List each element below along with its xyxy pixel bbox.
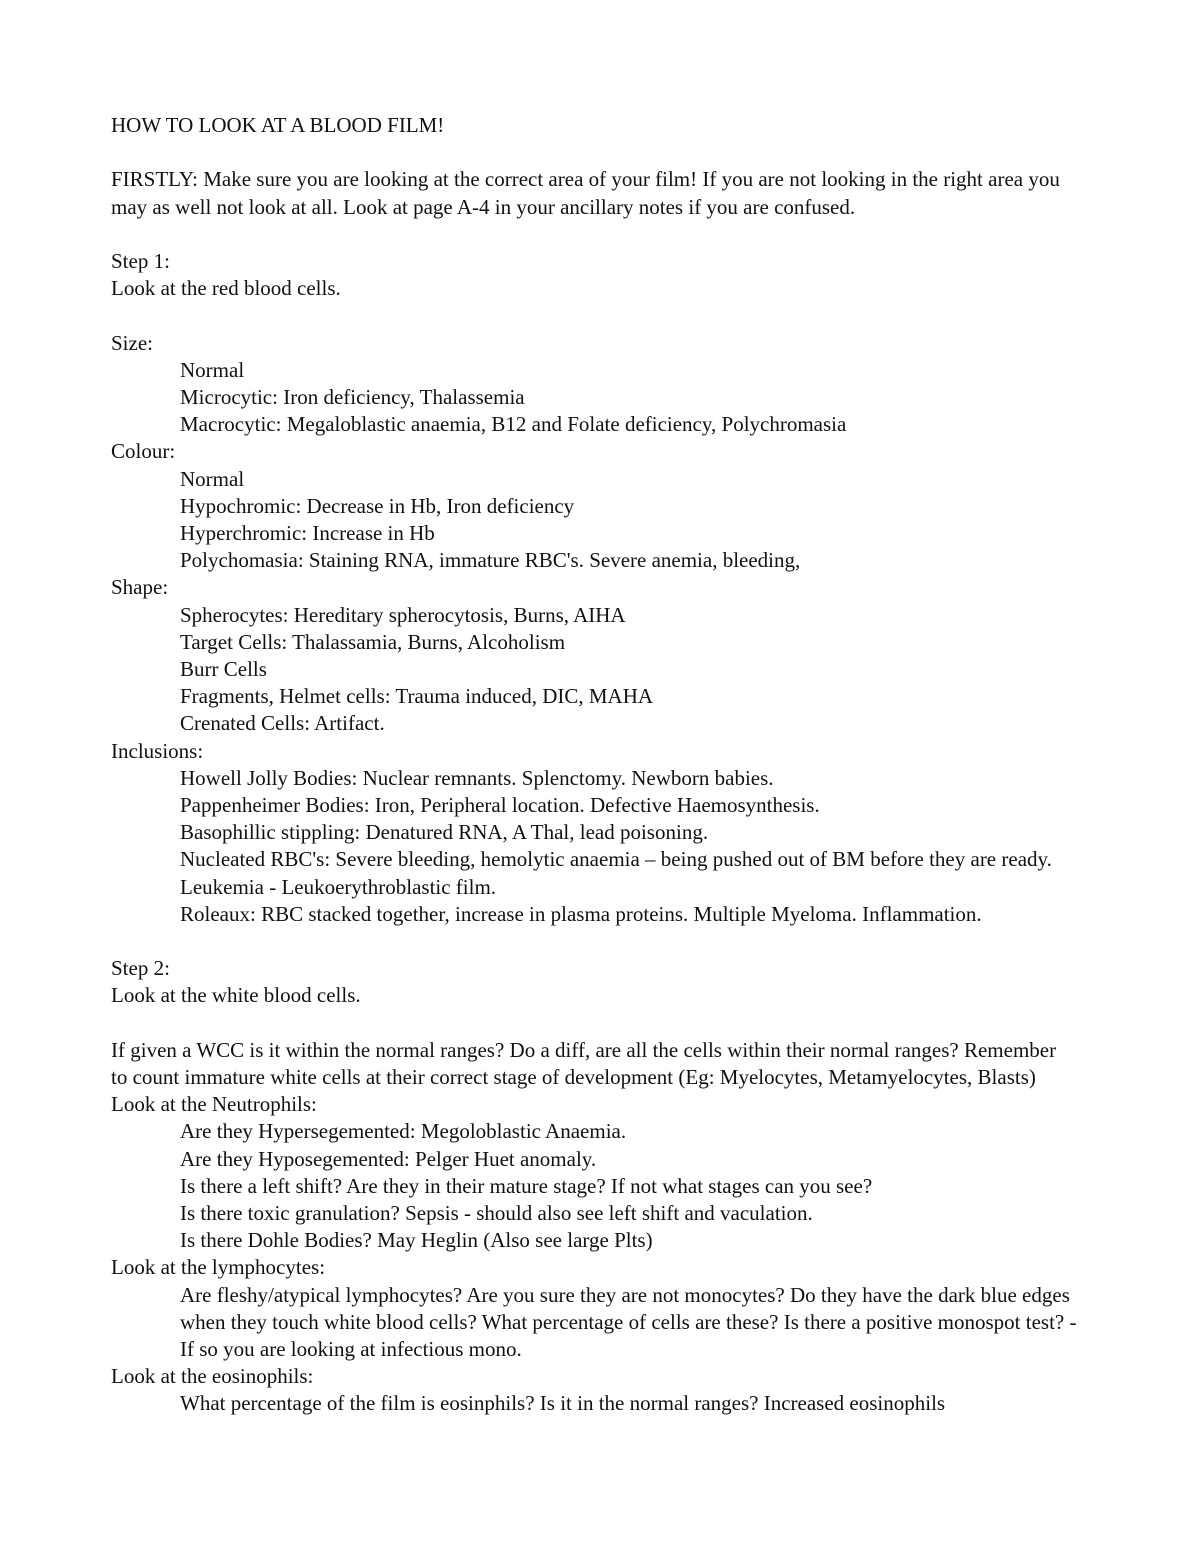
list-item: Spherocytes: Hereditary spherocytosis, Burns, AIHA: [180, 602, 626, 627]
list-item: Polychomasia: Staining RNA, immature RBC's. Severe anemia, bleeding,: [180, 548, 801, 573]
list-item: Burr Cells: [180, 657, 267, 682]
neutrophils-section: [111, 1091, 1111, 1254]
spacer: [111, 221, 1111, 248]
list-item: Crenated Cells: Artifact.: [180, 711, 385, 736]
list-item: Normal: [180, 357, 245, 382]
list-item: Pappenheimer Bodies: Iron, Peripheral location. Defective Haemosynthesis.: [180, 793, 820, 818]
list-item: Roleaux: RBC stacked together, increase in plasma proteins. Multiple Myeloma. Inflammation.: [180, 901, 982, 926]
list-item: Are fleshy/atypical lymphocytes? Are you sure they are not monocytes? Do they have the dark blue edges when they touch white blood cells? What percentage of cells are these? Is there a positive monospot test? - If so you are looking at infectious mono.: [180, 1282, 1077, 1362]
colour-label: Colour:: [111, 439, 176, 464]
list-item: What percentage of the film is eosinphils? Is it in the normal ranges? Increased eosinophils: [180, 1391, 946, 1416]
wcc-paragraph: If given a WCC is it within the normal ranges? Do a diff, are all the cells within their normal ranges? Remember to count immature white cells at their correct stage of development (Eg: Myelocytes, Metamyelocytes, Blasts): [111, 1037, 1057, 1090]
list-item: Fragments, Helmet cells: Trauma induced, DIC, MAHA: [180, 684, 654, 709]
list-item: Basophillic stippling: Denatured RNA, A Thal, lead poisoning.: [180, 820, 709, 845]
list-item: Howell Jolly Bodies: Nuclear remnants. Splenctomy. Newborn babies.: [180, 765, 774, 790]
lymphocytes-section: [111, 1254, 1111, 1363]
list-item: Is there a left shift? Are they in their mature stage? If not what stages can you see?: [180, 1173, 873, 1198]
inclusions-section: [111, 738, 1111, 928]
list-item: Is there Dohle Bodies? May Heglin (Also see large Plts): [180, 1228, 653, 1253]
intro-paragraph: FIRSTLY: Make sure you are looking at the correct area of your film! If you are not looking in the right area you may as well not look at all. Look at page A-4 in your ancillary notes if you are confused.: [111, 167, 1060, 219]
list-item: Is there toxic granulation? Sepsis - should also see left shift and vaculation.: [180, 1201, 813, 1226]
list-item: Nucleated RBC's: Severe bleeding, hemolytic anaemia – being pushed out of BM before they are ready. Leukemia - Leukoerythroblastic film.: [180, 847, 1052, 899]
step1-heading: Step 1:: [111, 248, 170, 273]
list-item: Are they Hyposegemented: Pelger Huet anomaly.: [180, 1146, 597, 1171]
step2-heading: Step 2:: [111, 956, 170, 981]
document-body: [111, 112, 1111, 1418]
list-item: Hypochromic: Decrease in Hb, Iron deficiency: [180, 493, 575, 518]
colour-section: [111, 438, 1111, 574]
spacer: [111, 1010, 1111, 1037]
shape-label: Shape:: [111, 575, 169, 600]
list-item: Target Cells: Thalassamia, Burns, Alcoholism: [180, 629, 566, 654]
size-label: Size:: [111, 330, 153, 355]
spacer: [111, 302, 1111, 329]
step1-subheading: Look at the red blood cells.: [111, 276, 341, 301]
inclusions-label: Inclusions:: [111, 738, 204, 763]
list-item: Microcytic: Iron deficiency, Thalassemia: [180, 384, 525, 409]
document-title: HOW TO LOOK AT A BLOOD FILM!: [111, 113, 445, 137]
list-item: Normal: [180, 466, 245, 491]
spacer: [111, 928, 1111, 955]
eosinophils-section: [111, 1363, 1111, 1417]
list-item: Hyperchromic: Increase in Hb: [180, 521, 435, 545]
size-section: [111, 330, 1111, 439]
step2-subheading: Look at the white blood cells.: [111, 983, 361, 1008]
eosinophils-label: Look at the eosinophils:: [111, 1364, 314, 1389]
spacer: [111, 139, 1111, 166]
lymphocytes-label: Look at the lymphocytes:: [111, 1255, 326, 1280]
neutrophils-label: Look at the Neutrophils:: [111, 1092, 317, 1117]
list-item: Macrocytic: Megaloblastic anaemia, B12 and Folate deficiency, Polychromasia: [180, 412, 847, 437]
list-item: Are they Hypersegemented: Megoloblastic Anaemia.: [180, 1119, 627, 1144]
shape-section: [111, 574, 1111, 737]
